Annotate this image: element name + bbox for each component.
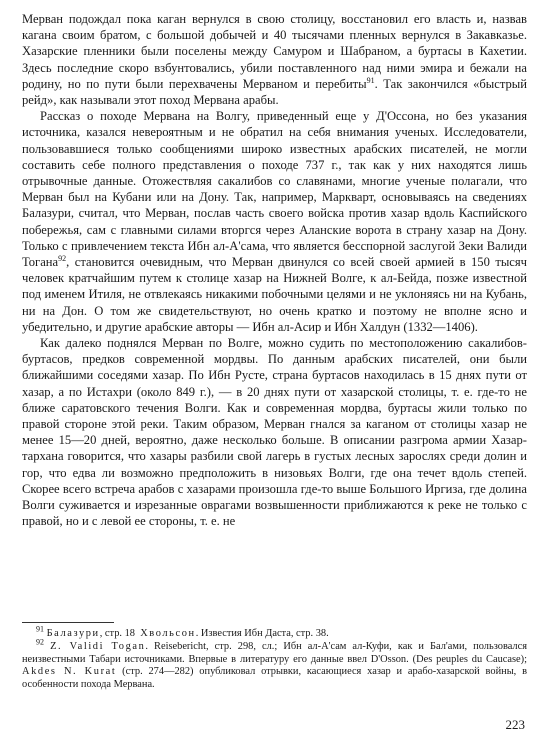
footnote-91-number: 91 bbox=[36, 624, 44, 634]
footnote-91-ref-1: , стр. 18 bbox=[99, 628, 135, 639]
footnote-divider bbox=[22, 622, 114, 623]
main-text bbox=[22, 11, 527, 530]
paragraph-1 bbox=[22, 11, 527, 108]
paragraph-2 bbox=[22, 108, 527, 335]
footnote-92 bbox=[22, 637, 527, 692]
footnote-91 bbox=[22, 624, 527, 641]
footnote-92-text-2: (стр. 274—282) опубликовал отрывки, касающиеся хазар и арабо-хазарской войны, в особенности похода Мервана. bbox=[22, 666, 527, 691]
footnote-91-ref-2: . Известия Ибн Даста, стр. 38. bbox=[195, 628, 329, 639]
paragraph-1-text: Мерван подождал пока каган вернулся в свою столицу, восстановил его власть и, назвав кагана своим братом, с большой добычей и 40 тысячами пленных вернулся в Закавказье. Хазарские пленники были поселены между Самуром и Шабраном, а буртасы в Кахетии. Здесь последние скоро взбунтовались, убили поставленного над ними эмира и бежали на родину, но по пути были перехвачены Мерваном и перебиты bbox=[22, 12, 527, 91]
footnote-92-author-1: Z. Validi Togan bbox=[50, 640, 146, 652]
paragraph-3: Как далеко поднялся Мерван по Волге, можно судить по местоположению сакалибов-буртасов, предков современной мордвы. По данным арабских писателей, они были ближайшими соседями хазар. По Ибн Русте, страна буртасов находилась в 15 днях пути от хазар, а по Истахри (около 849 г.), — в 20 днях пути от хазарской столицы, т. е. где-то не ближе саратовского течения Волги. Как и современная мордва, буртасы жили только по правой стороне этой реки. Таким образом, Мерван гнался за каганом от столицы хазар не менее 15—20 дней, вероятно, даже несколько больше. В описании разгрома армии Хазар-тархана говорится, что хазары разбили свой лагерь в густых лесных зарослях среди долин и гор, что едва ли возможно предположить в низовьях Волги, где она течет вдоль степей. Скорее всего встреча арабов с хазарами произошла где-то выше Большого Иргиза, где долина Волги суживается и изрезанные оврагами возвышенности приближаются к реке не только с правой, но и с левой ее стороны, т. е. не bbox=[22, 336, 527, 529]
footnote-92-text-1: . Reisebericht, стр. 298, сл.; Ибн ал-А'сам ал-Куфи, как и Бал'ами, пользовался неизвестными Табари источниками. Впервые в литературу его данные ввел D'Osson. (Des peuples du Caucase); bbox=[22, 640, 527, 665]
footnote-91-author-2: Хвольсон bbox=[140, 628, 196, 639]
page-number: 223 bbox=[505, 717, 525, 732]
footnote-92-number: 92 bbox=[36, 637, 44, 647]
paragraph-2-tail: , становится очевидным, что Мерван двинулся со всей своей армией в 150 тысяч человек кратчайшим путем к столице хазар на Нижней Волге, к ал-Бейда, позже известной под именем Итиля, не отвлекаясь никакими побочными целями и не уклоняясь ни на Кубань, ни на Дон. О том же свидетельствуют, но очень кратко и поэтому не вполне ясно и убедительно, и другие арабские авторы — Ибн ал-Асир и Ибн Халдун (1332—1406). bbox=[22, 255, 527, 334]
footnotes bbox=[22, 624, 527, 692]
footnote-92-author-2: Akdes N. Kurat bbox=[22, 666, 117, 678]
footnote-ref-92: 92 bbox=[58, 253, 67, 263]
paragraph-2-text: Рассказ о походе Мервана на Волгу, приведенный еще у Д'Оссона, но без указания источника, казался невероятным и не обратил на себя внимания ученых. Исследователи, пользовавшиеся только сообщениями широко известных арабских писателей, не могли составить себе полного представления о походе 737 г., так как у них находятся лишь отрывочные данные. Отожествляя сакалибов со славянами, многие ученые полагали, что Мерван был на Кубани или на Дону. Так, например, Маркварт, основываясь на сведениях Балазури, считал, что Мерван, послав часть своего войска против хазар вдоль Каспийского побережья, сам с главными силами вторгся через Аланские ворота в страну хазар на Дону. Только с привлечением текста Ибн ал-А'сама, что является бесспорной заслугой Зеки Валиди Тогана bbox=[22, 109, 527, 270]
footnote-91-author-1: Балазури bbox=[46, 628, 100, 639]
footnote-ref-91: 91 bbox=[366, 75, 375, 85]
paragraph-1-tail: . Так закончился «быстрый рейд», как называли этот поход Мервана арабы. bbox=[22, 76, 527, 108]
